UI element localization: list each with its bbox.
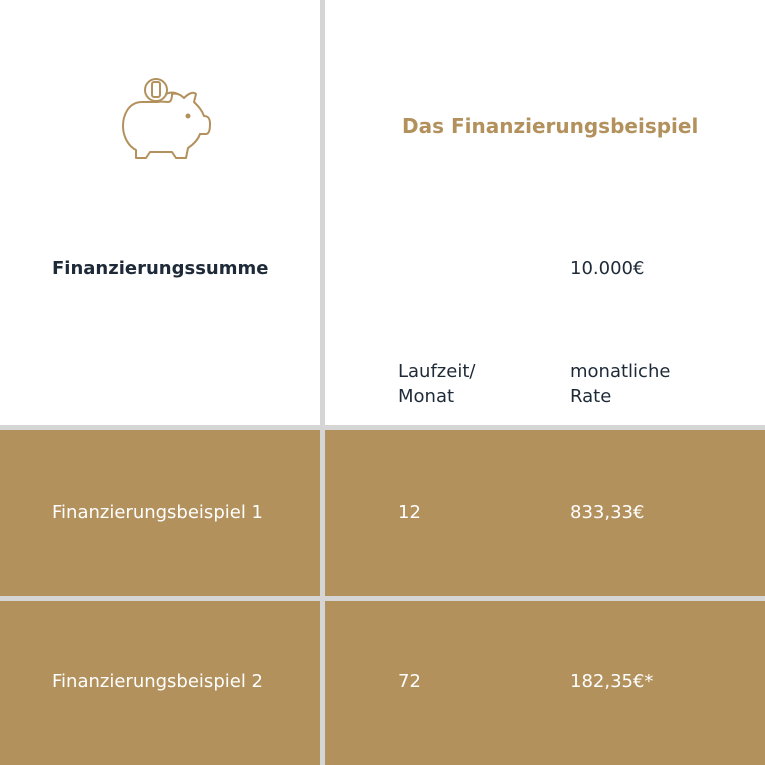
financing-sum-label: Finanzierungssumme <box>52 258 269 279</box>
page-title: Das Finanzierungsbeispiel <box>402 114 699 138</box>
table-row-1-label: Finanzierungsbeispiel 1 <box>52 502 263 523</box>
financing-sum-value: 10.000€ <box>570 258 645 279</box>
rate-header-line2: Rate <box>570 386 612 407</box>
table-row-1-values-cell <box>325 430 765 596</box>
table-row-1-rate: 833,33€ <box>570 502 645 523</box>
table-row-2-label: Finanzierungsbeispiel 2 <box>52 671 263 692</box>
table-row-2-rate: 182,35€* <box>570 671 654 692</box>
table-row-2-values-cell <box>325 601 765 765</box>
duration-header-line2: Monat <box>398 386 455 407</box>
piggy-bank-icon <box>118 72 212 162</box>
duration-header-line1: Laufzeit/ <box>398 361 476 382</box>
table-row-1-duration: 12 <box>398 502 421 523</box>
rate-header-line1: monatliche <box>570 361 671 382</box>
table-row-2-duration: 72 <box>398 671 421 692</box>
